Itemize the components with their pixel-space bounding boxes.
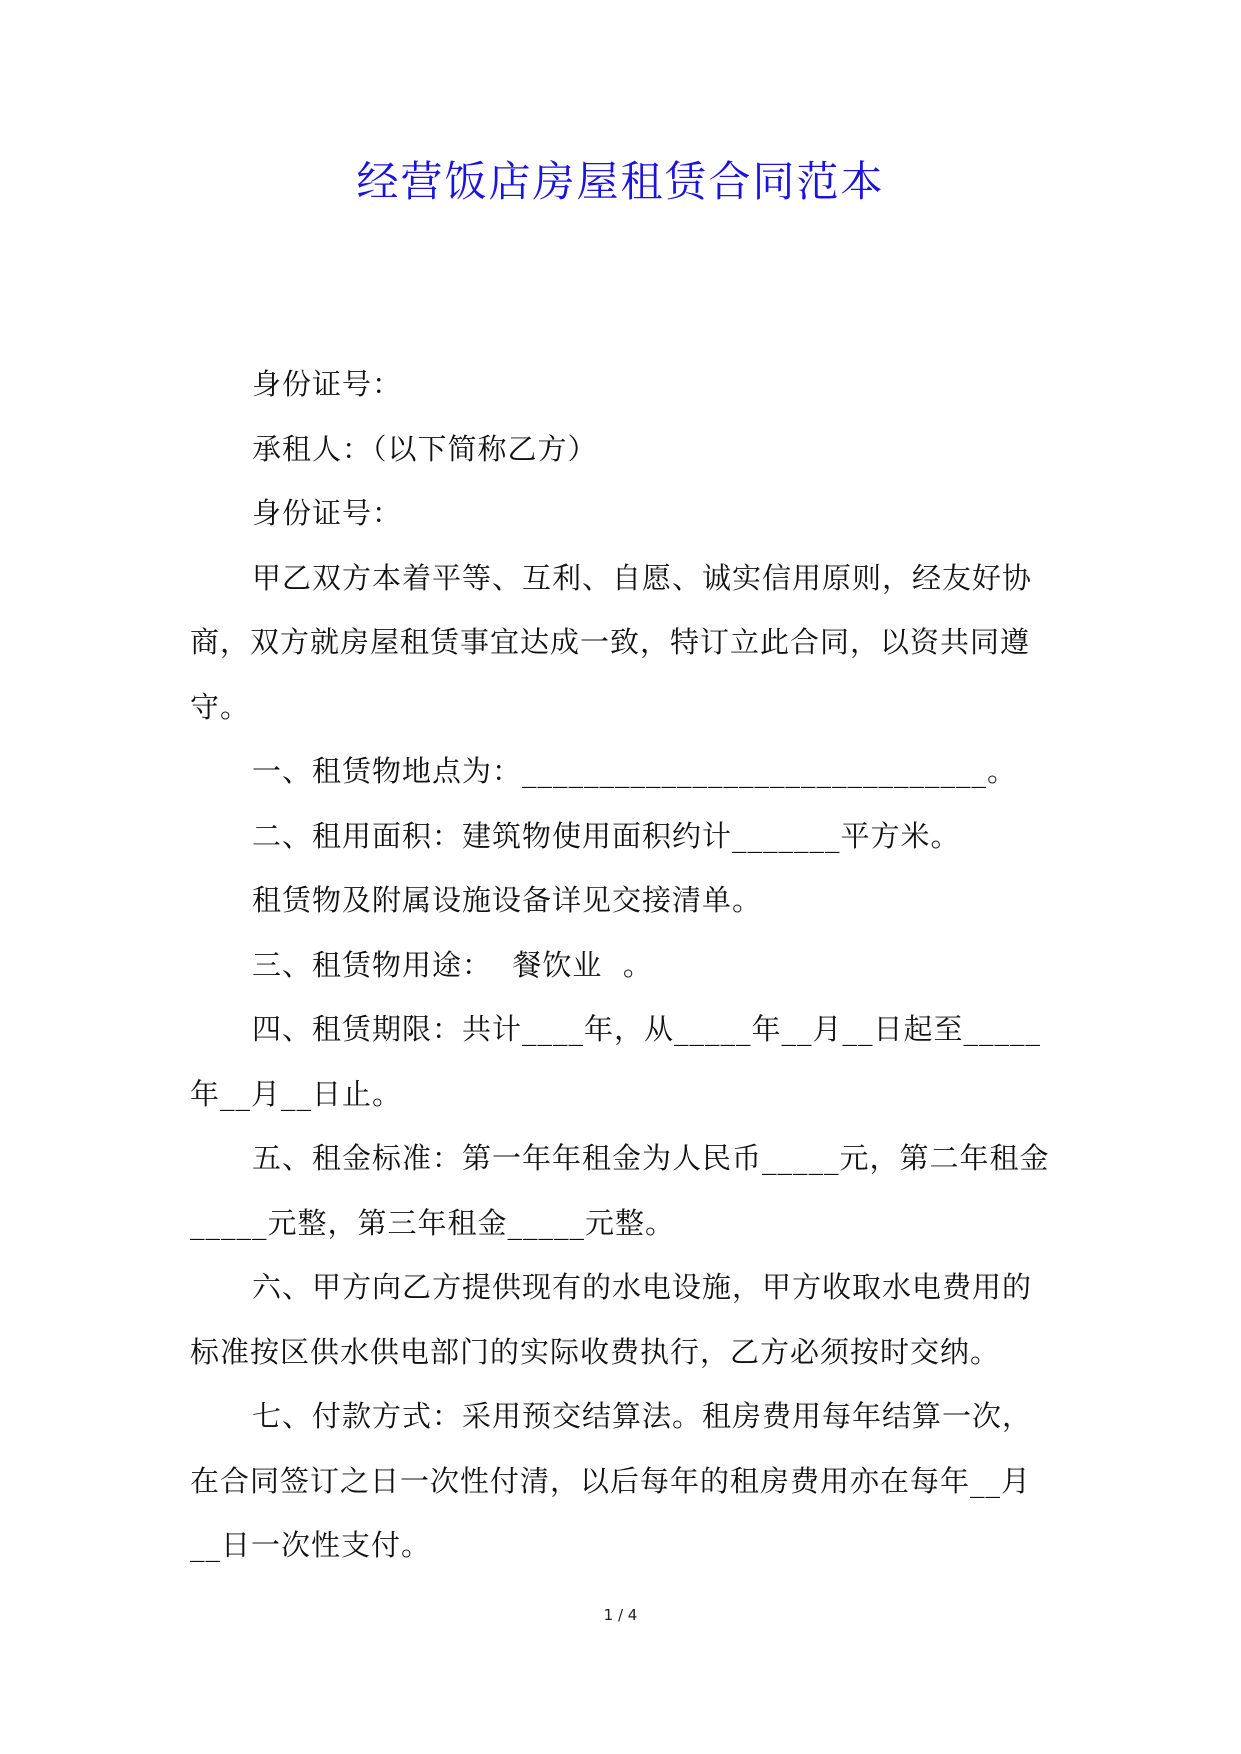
paragraph-preamble: 甲乙双方本着平等、互利、自愿、诚实信用原则，经友好协商，双方就房屋租赁事宜达成一致，特订立此合同，以资共同遵守。 xyxy=(190,560,1033,724)
clause-usage: 三、租赁物用途： 餐饮业 。 xyxy=(252,947,653,982)
clause-location: 一、租赁物地点为：______________________________。 xyxy=(252,754,1018,788)
document-body xyxy=(190,352,1060,1578)
clause-area: 二、租用面积：建筑物使用面积约计_______平方米。 xyxy=(252,818,961,853)
paragraph-id-number-1: 身份证号： xyxy=(252,367,403,401)
clause-payment: 七、付款方式：采用预交结算法。租房费用每年结算一次，在合同签订之日一次性付清，以后每年的租房费用亦在每年__月__日一次性支付。 xyxy=(190,1399,1033,1562)
clause-rent: 五、租金标准：第一年年租金为人民币_____元，第二年租金_____元整，第三年租金_____元整。 xyxy=(190,1141,1050,1240)
paragraph-lessee: 承租人：（以下简称乙方） xyxy=(252,431,598,466)
document-title: 经营饭店房屋租赁合同范本 xyxy=(356,157,885,206)
clause-term: 四、租赁期限：共计____年，从_____年__月__日起至_____年__月__日止。 xyxy=(190,1012,1042,1111)
paragraph-id-number-2: 身份证号： xyxy=(252,496,403,530)
page-number: 1 / 4 xyxy=(603,1606,638,1624)
clause-facilities: 租赁物及附属设施设备详见交接清单。 xyxy=(252,883,763,917)
clause-utilities: 六、甲方向乙方提供现有的水电设施，甲方收取水电费用的标准按区供水供电部门的实际收费执行，乙方必须按时交纳。 xyxy=(190,1270,1033,1369)
